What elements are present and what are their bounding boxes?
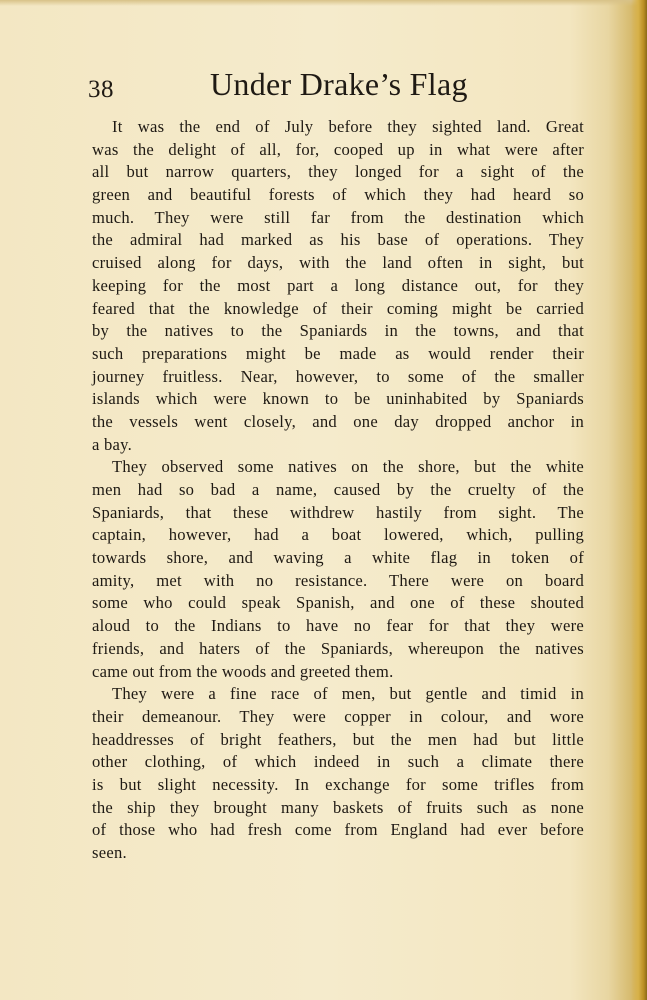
text-line: They were a fine race of men, but gentle and timid in <box>112 684 584 704</box>
text-line: seen. <box>92 843 127 862</box>
text-line: some who could speak Spanish, and one of these shouted <box>92 593 584 613</box>
text-line: all but narrow quarters, they longed for a sight of the <box>92 162 584 182</box>
page-top-edge <box>0 0 647 6</box>
text-line: by the natives to the Spaniards in the towns, and that <box>92 321 584 341</box>
page-header <box>88 66 588 110</box>
text-line: their demeanour. They were copper in colour, and wore <box>92 706 584 726</box>
text-line: feared that the knowledge of their coming might be carried <box>92 298 584 318</box>
text-line: Spaniards, that these withdrew hastily from sight. The <box>92 502 584 522</box>
text-line: journey fruitless. Near, however, to some of the smaller <box>92 366 584 386</box>
text-line: was the delight of all, for, cooped up in what were after <box>92 139 584 159</box>
text-line: came out from the woods and greeted them. <box>92 661 394 681</box>
text-line: green and beautiful forests of which they had heard so <box>92 185 584 205</box>
text-line: towards shore, and waving a white flag in token of <box>92 548 584 568</box>
text-line: aloud to the Indians to have no fear for that they were <box>92 616 584 636</box>
text-line: headdresses of bright feathers, but the men had but little <box>92 729 584 749</box>
text-line: friends, and haters of the Spaniards, whereupon the natives <box>92 638 584 658</box>
text-line: cruised along for days, with the land often in sight, but <box>92 253 584 273</box>
page-right-edge <box>631 0 647 1000</box>
body-text <box>92 116 584 865</box>
text-line: keeping for the most part a long distance out, for they <box>92 275 584 295</box>
text-line: a bay. <box>92 434 133 454</box>
text-line: the admiral had marked as his base of operations. They <box>92 230 584 250</box>
text-line: islands which were known to be uninhabited by Spaniards <box>92 389 584 409</box>
running-title: Under Drake’s Flag <box>210 66 468 102</box>
text-line: They observed some natives on the shore, but the white <box>112 457 584 477</box>
text-line: captain, however, had a boat lowered, which, pulling <box>92 525 584 545</box>
text-line: of those who had fresh come from England had ever before <box>92 820 584 840</box>
text-line: is but slight necessity. In exchange for some trifles from <box>92 774 584 794</box>
text-line: the vessels went closely, and one day dropped anchor in <box>92 411 584 431</box>
text-line: It was the end of July before they sighted land. Great <box>112 117 584 136</box>
text-line: much. They were still far from the destination which <box>92 207 584 227</box>
text-line: amity, met with no resistance. There were on board <box>92 570 584 590</box>
text-line: the ship they brought many baskets of fruits such as none <box>92 797 584 817</box>
text-line: other clothing, of which indeed in such a climate there <box>92 752 584 772</box>
text-line: men had so bad a name, caused by the cruelty of the <box>92 480 584 499</box>
page-number: 38 <box>88 76 114 103</box>
text-line: such preparations might be made as would render their <box>92 343 584 363</box>
